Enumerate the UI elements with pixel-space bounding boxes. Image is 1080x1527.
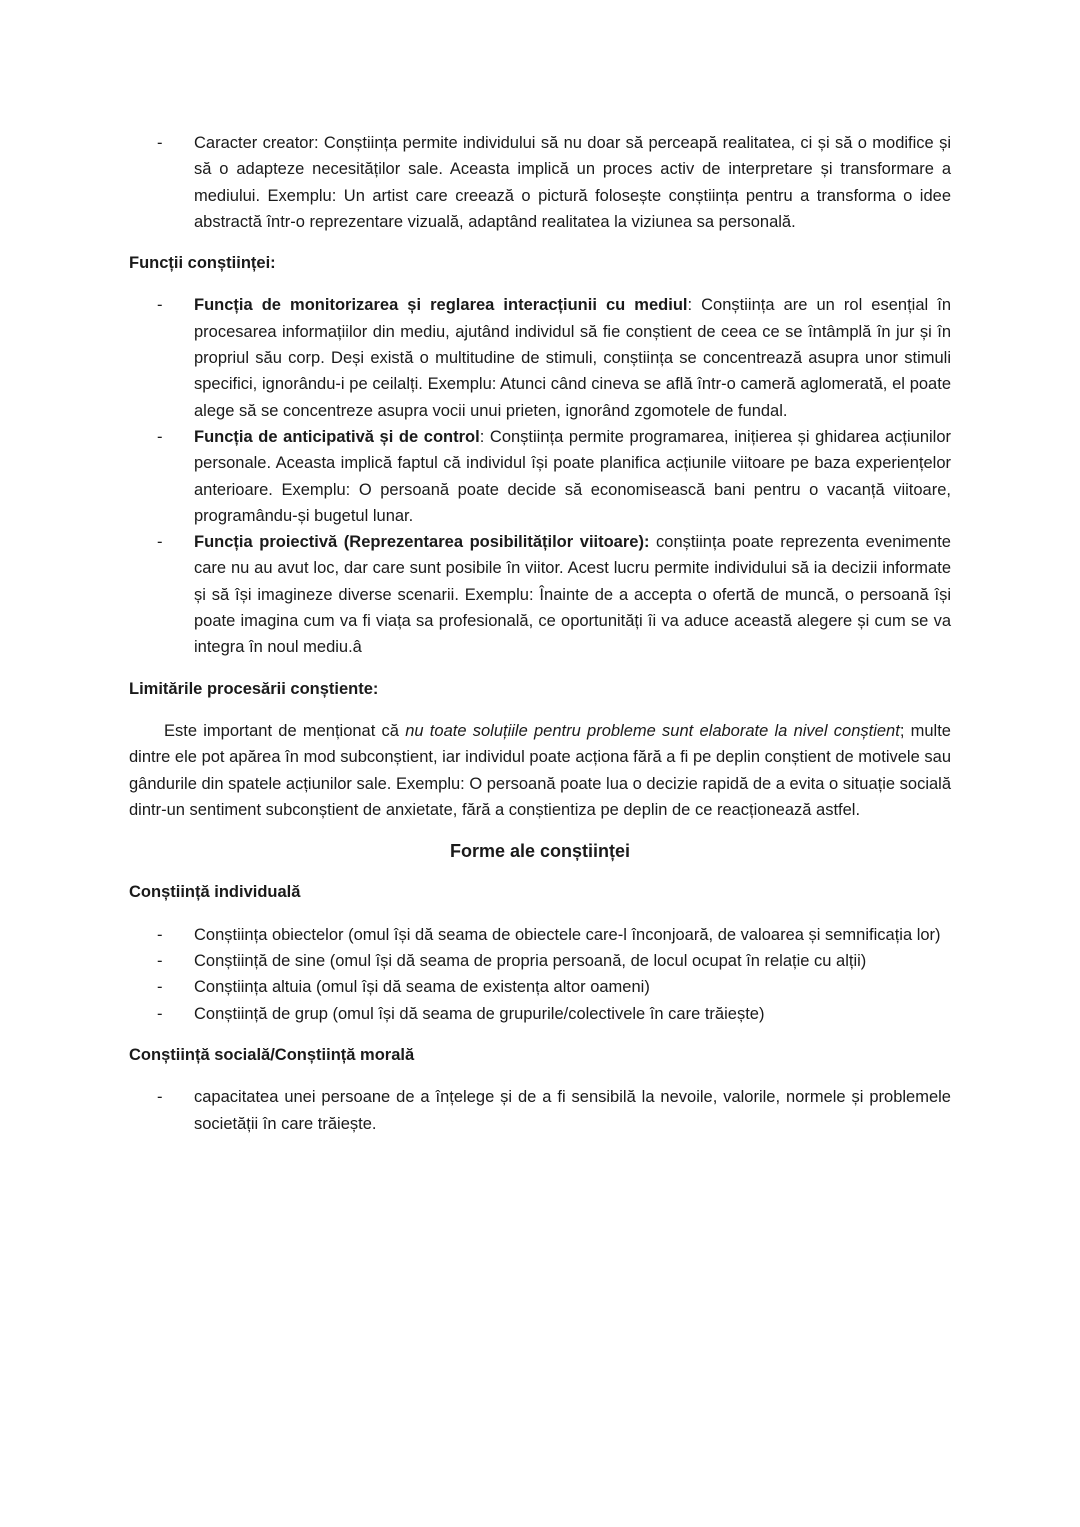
list-item: - capacitatea unei persoane de a înțelege și de a fi sensibilă la nevoile, valorile, normele și problemele societății în care trăiește. <box>129 1084 951 1137</box>
functions-list <box>129 292 951 660</box>
limits-paragraph: Este important de menționat că nu toate soluțiile pentru probleme sunt elaborate la nivel conștient; multe dintre ele pot apărea în mod subconștient, iar individul poate acționa fără a fi pe deplin conștient de motivele sau gândurile din spatele acțiunilor sale. Exemplu: O persoană poate lua o decizie rapidă de a evita o situație socială dintr-un sentiment subconștient de anxietate, fără a conștientiza pe deplin de ce reacționează astfel. <box>129 721 951 819</box>
item-title: Funcția proiectivă (Reprezentarea posibilităților viitoare): <box>194 533 650 552</box>
list-item: - Conștiință de sine (omul își dă seama de propria persoană, de locul ocupat în relație cu alții) <box>129 948 951 974</box>
item-title: Funcția de anticipativă și de control <box>194 427 480 446</box>
item-text: conștiința poate reprezenta evenimente care nu au avut loc, dar care sunt posibile în viitor. Acest lucru permite individului să ia decizii informate și să își imagineze diverse scenarii. Exemplu: Înainte de a accepta o ofertă de muncă, o persoană își poate imagina cum va fi viața sa profesională, ce oportunități îi va aduce această alegere și cum se va integra în noul mediu.â <box>194 533 951 657</box>
list-item: - Conștiința altuia (omul își dă seama de existența altor oameni) <box>129 974 951 1000</box>
item-text: : Conștiința are un rol esențial în procesarea informațiilor din mediu, ajutând individul să fie conștient de ceea ce se întâmplă în jur și în propriul său corp. Deși există o multitudine de stimuli, conștiința se concentrează asupra unor stimuli specifici, ignorându-i pe ceilalți. Exemplu: Atunci când cineva se află într-o cameră aglomerată, el poate alege să se concentreze asupra vocii unui prieten, ignorând zgomotele de fundal. <box>194 296 951 420</box>
list-item <box>129 292 951 423</box>
list-item: - Caracter creator: Conștiința permite individului să nu doar să perceapă realitatea, ci și să o modifice și să o adapteze necesităților sale. Aceasta implică un proces activ de interpretare și transformare a mediului. Exemplu: Un artist care creează o pictură folosește conștiința pentru a transforma o idee abstractă într-o reprezentare vizuală, adaptând realitatea la viziunea sa personală. <box>129 130 951 235</box>
social-list <box>129 1084 951 1137</box>
section-heading-functions: Funcții conștiinței: <box>129 254 276 273</box>
section-heading-individual: Conștiință individuală <box>129 883 301 902</box>
intro-list <box>129 130 951 235</box>
list-item: - Conștiință de grup (omul își dă seama de grupurile/colectivele în care trăiește) <box>129 1001 951 1027</box>
italic-phrase: nu toate soluțiile pentru probleme sunt elaborate la nivel conștient <box>405 721 900 740</box>
section-heading-limits: Limitările procesării conștiente: <box>129 679 379 698</box>
document-page <box>129 130 951 1137</box>
item-text: : Conștiința permite programarea, inițierea și ghidarea acțiunilor personale. Aceasta implică faptul că individul își poate planifica acțiunile viitoare pe baza experiențelor anterioare. Exemplu: O persoană poate decide să economisească bani pentru o vacanță viitoare, programându-și bugetul lunar. <box>194 427 951 525</box>
section-heading-social: Conștiință socială/Conștiință morală <box>129 1045 415 1064</box>
list-item <box>129 424 951 529</box>
item-title: Funcția de monitorizarea și reglarea interacțiunii cu mediul <box>194 296 688 315</box>
individual-list <box>129 922 951 1027</box>
forms-title: Forme ale conștiinței <box>449 841 631 862</box>
list-item: - Conștiința obiectelor (omul își dă seama de obiectele care-l înconjoară, de valoarea și semnificația lor) <box>129 922 951 948</box>
list-item <box>129 529 951 660</box>
